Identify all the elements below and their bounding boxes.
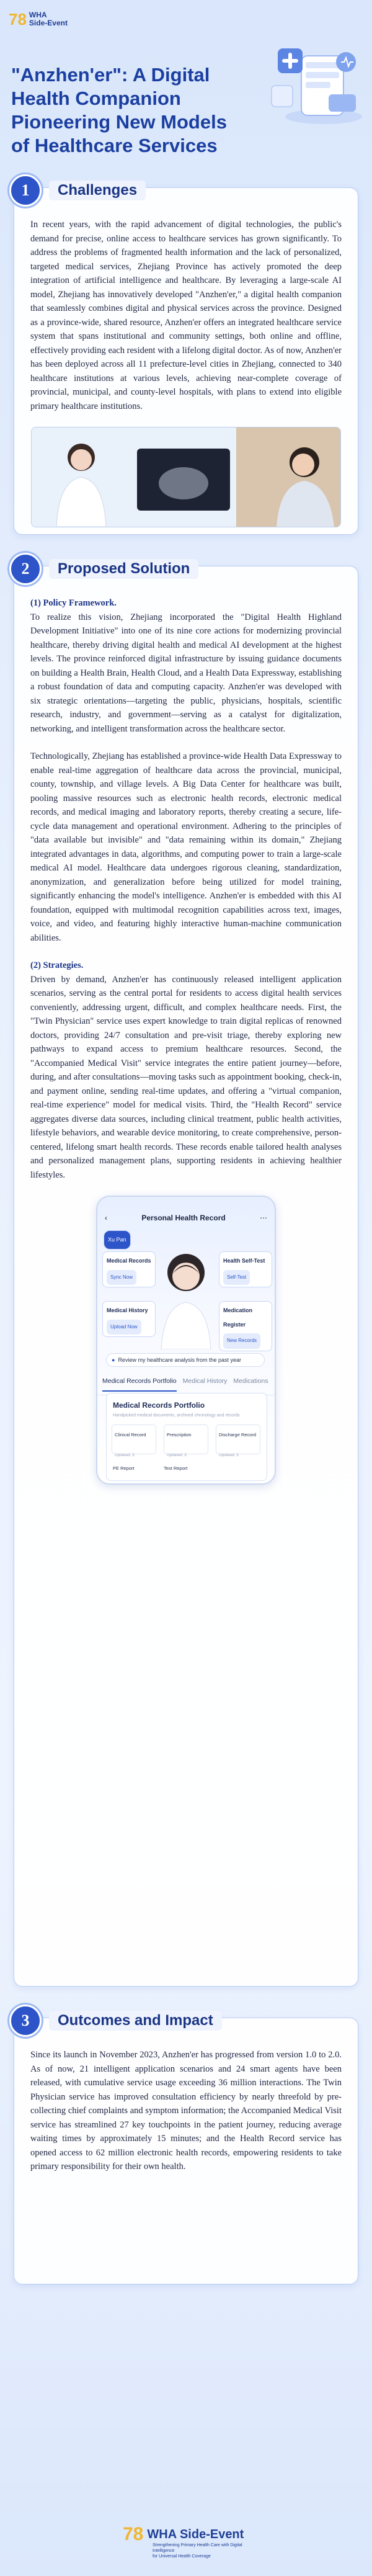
portfolio-subtitle: Handpicked medical documents, archived chronology and records	[113, 1413, 240, 1418]
user-tag[interactable]: Xu Pan	[104, 1230, 131, 1250]
chat-icon: ●	[112, 1356, 115, 1363]
challenges-paragraph: In recent years, with the rapid advancement of digital technologies, the public's demand for precise, online access to healthcare services has grown significantly. To address the problems of fragmented health information and the lack of personalized, targeted medical services, Zhejiang Province has actively promoted the deep integration of artificial intelligence and healthcare. By leveraging a large-scale AI model, Zhejiang has innovatively developed "Anzhen'er," a digital health companion that seamlessly combines digital and physical services across the province. Designed as a province-wide, shared resource, Anzhen'er offers an integrated healthcare service system that spans institutional and community settings, both online and offline, effectively providing each resident with a lifelong digital doctor. As of now, Anzhen'er has been deployed across all 11 prefecture-level cities in Zhejiang, connected to 340 healthcare institutions at various levels, achieving near-complete coverage of provincial, municipal, and county-level hospitals, with plans to extend into eligible primary healthcare institutions.	[30, 220, 342, 411]
outcomes-header	[9, 2005, 222, 2037]
challenges-card	[14, 181, 358, 535]
footer-logo-mark: 78	[123, 2524, 144, 2544]
footer-subtitle-2: for Universal Health Coverage	[153, 2554, 211, 2559]
health-record-app-screenshot	[96, 1196, 276, 1485]
medical-records-label: Medical Records	[107, 1258, 151, 1264]
logo-mark: 78	[9, 10, 27, 29]
sync-now-button[interactable]: Sync Now	[107, 1270, 136, 1286]
query-text: Review my healthcare analysis from the past year	[118, 1356, 242, 1363]
test-report-link[interactable]: Test Report	[164, 1465, 188, 1471]
more-icon[interactable]: ⋯	[260, 1213, 267, 1222]
section-number: 3	[9, 2005, 42, 2037]
medication-register-card[interactable]	[219, 1301, 272, 1351]
health-devices-illustration	[267, 37, 366, 130]
discharge-record-meta: Updated: 3	[219, 1452, 239, 1457]
footer-logo	[123, 2524, 244, 2545]
wha-logo	[9, 11, 68, 27]
health-selftest-label: Health Self-Test	[223, 1258, 265, 1264]
prescription-tile[interactable]	[164, 1424, 208, 1457]
discharge-record-tile[interactable]	[216, 1424, 260, 1457]
challenges-header	[9, 174, 146, 207]
new-records-button[interactable]: New Records	[223, 1333, 260, 1349]
section-title: Challenges	[49, 181, 146, 200]
app-title: Personal Health Record	[141, 1213, 226, 1222]
logo-line2: Side-Event	[29, 19, 68, 27]
solution-card	[14, 560, 358, 1987]
medical-history-card[interactable]	[102, 1301, 156, 1337]
self-test-button[interactable]: Self-Test	[223, 1270, 250, 1286]
back-icon[interactable]: ‹	[105, 1213, 107, 1222]
page-title	[11, 63, 272, 158]
ai-query-bar[interactable]	[106, 1353, 265, 1367]
clinical-record-tile[interactable]	[112, 1424, 156, 1457]
footer	[0, 2519, 372, 2576]
policy-framework-heading: (1) Policy Framework.	[30, 598, 117, 608]
section-number: 2	[9, 553, 42, 585]
strategies-heading: (2) Strategies.	[30, 960, 84, 970]
upload-now-button[interactable]: Upload Now	[107, 1320, 141, 1335]
discharge-record-label: Discharge Record	[219, 1432, 257, 1438]
policy-paragraph-2: Technologically, Zhejiang has established a province-wide Health Data Expressway to enable real-time aggregation of healthcare data across the provincial, municipal, county, township, and village levels. A Big Data Center for healthcare was built, pooling massive resources such as electronic health records, electronic medical records, and medical imaging and laboratory reports, thereby creating a secure, life-cycle data management and operational environment. Adhering to the principles of "data available but invisible" and "data remaining within its domain," Zhejiang integrated advantages in data, algorithms, and computing power to train a large-scale medical AI model. Healthcare data undergoes rigorous cleaning, standardization, anonymization, and generalization before being utilized for model training, significantly enhancing the model's intelligence. Anzhen'er is embedded with this AI foundation, equipped with multimodal recognition capabilities across text, images, voice, and video, and featuring highly interactive human-machine communication abilities.	[30, 751, 342, 943]
record-tabs	[97, 1374, 275, 1395]
strategies-paragraph: Driven by demand, Anzhen'er has continuously released intelligent application scenarios, serving as the central portal for residents to access digital health services conveniently, addressing urgent, difficult, and complex healthcare needs. First, the "Twin Physician" service uses expert knowledge to train digital replicas of renowned doctors, providing 24/7 consultation and pre-visit triage, thereby exploring new pathways to expand access to premium healthcare resources. Second, the "Accompanied Medical Visit" service integrates the entire patient journey—before, during, and after consultations—moving tasks such as appointment booking, check-in, and payment online, sending real-time updates, and offering a "virtual companion, real-time experience" model for medical visits. Third, the "Health Record" service aggregates diverse data sources, including clinical treatment, public health activities, lifestyle behaviors, and wearable device monitoring, to create comprehensive, person-centered, lifelong smart health records. These records enable tailored health analyses and personalized management plans, supporting residents in achieving healthier lifestyles.	[30, 974, 342, 1180]
footer-subtitle	[153, 2542, 252, 2559]
outcomes-card	[14, 2011, 358, 2284]
footer-brand-name: WHA Side-Event	[147, 2527, 244, 2541]
doctor-patient-photo	[31, 427, 341, 527]
pe-report-link[interactable]: PE Report	[113, 1465, 135, 1471]
section-title: Outcomes and Impact	[49, 2011, 222, 2031]
tab-records-portfolio[interactable]: Medical Records Portfolio	[102, 1374, 177, 1392]
prescription-meta: Updated: 3	[167, 1452, 187, 1457]
photo-illustration	[32, 427, 340, 527]
medical-records-card[interactable]	[102, 1251, 156, 1287]
portfolio-title: Medical Records Portfolio	[113, 1401, 205, 1410]
section-title: Proposed Solution	[49, 559, 198, 579]
prescription-label: Prescription	[167, 1432, 192, 1438]
footer-subtitle-1: Strengthening Primary Health Care with Digital Intelligence	[153, 2543, 242, 2553]
title-line-2: Health Companion	[11, 87, 181, 109]
title-line-4: of Healthcare Services	[11, 135, 218, 156]
records-portfolio-panel	[106, 1393, 267, 1481]
outcomes-paragraph: Since its launch in November 2023, Anzhen'er has progressed from version 1.0 to 2.0. As of now, 21 intelligent application scenarios and 24 smart agents have been released, with cumulative service usage exceeding 36 million interactions. The Twin Physician service has improved consultation efficiency by nearly threefold by pre-collecting chief complaints and symptom information; the Accompanied Medical Visit service has streamlined 27 key touchpoints in the patient journey, reducing average waiting times by approximately 15 minutes; and the Health Record service has opened access to 62 million electronic health records, empowering residents to take primary responsibility for their own health.	[30, 2050, 342, 2171]
title-line-3: Pioneering New Models	[11, 111, 227, 133]
policy-paragraph-1: To realize this vision, Zhejiang incorporated the "Digital Health Highland Development Initiative" into one of its nine core actions for modernizing provincial healthcare, thereby driving digital health and medical AI development at the highest levels. The province reinforced digital infrastructure by issuing guidance documents on building a Health Brain, Health Cloud, and a Health Data Expressway, establishing a robust foundation of data and computing capacity. Anzhen'er was developed with six strategic orientations—targeting the public, physicians, hospitals, scientific research, industry, and government—serving as a catalyst for digitalization, networking, and intelligent transformation across the healthcare sector.	[30, 612, 342, 734]
title-line-1: "Anzhen'er": A Digital	[11, 64, 210, 86]
tab-medical-history[interactable]: Medical History	[182, 1377, 228, 1385]
tab-medications[interactable]: Medications	[233, 1377, 268, 1385]
clinical-record-label: Clinical Record	[115, 1432, 146, 1438]
clinical-record-meta: Updated: 3	[115, 1452, 135, 1457]
logo-line1: WHA	[29, 11, 47, 19]
section-number: 1	[9, 174, 42, 207]
avatar-illustration	[149, 1238, 223, 1349]
medication-register-label: Medication Register	[223, 1307, 253, 1328]
solution-header	[9, 553, 198, 585]
health-selftest-card[interactable]	[219, 1251, 272, 1287]
medical-history-label: Medical History	[107, 1307, 148, 1313]
